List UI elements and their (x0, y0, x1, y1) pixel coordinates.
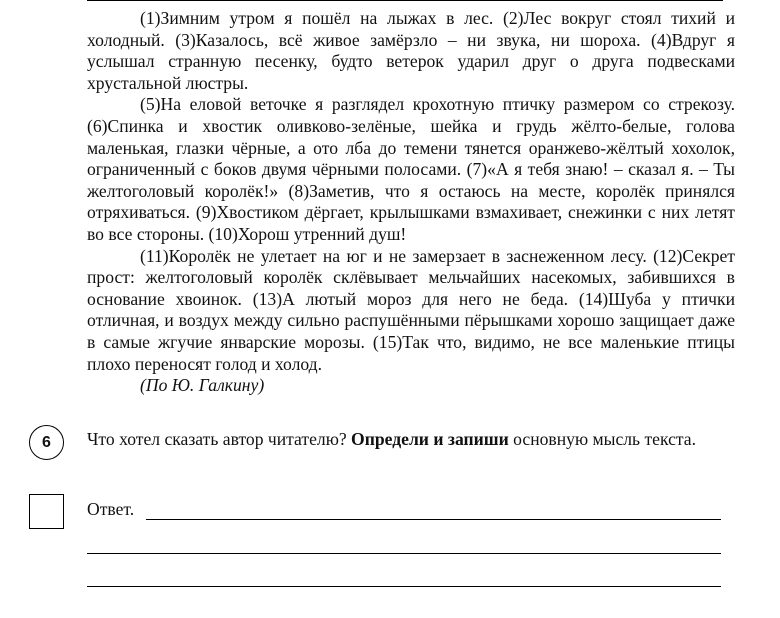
task-question (87, 428, 729, 450)
reading-text (87, 8, 735, 397)
question-start: Что хотел сказать автор читателю? (87, 429, 352, 449)
answer-line-3[interactable] (87, 586, 721, 587)
answer-score-box[interactable] (29, 494, 64, 529)
paragraph-1: (1)Зимним утром я пошёл на лыжах в лес. (2)Лес вокруг стоял тихий и холодный. (3)Казалось, всё живое замёрзло – ни звука, ни шороха. (4)Вдруг я услышал странную песенку, будто ветерок ударил друг о друга подвесками хрустальной люстры. (87, 8, 735, 93)
task-number-circle (29, 425, 64, 460)
question-bold: Определи и запиши (351, 429, 509, 449)
answer-line-1[interactable] (146, 519, 721, 520)
task-number: 6 (42, 433, 51, 451)
answer-line-2[interactable] (87, 553, 721, 554)
paragraph-2: (5)На еловой веточке я разглядел крохотную птичку размером со стрекозу. (6)Спинка и хвостик оливково-зелёные, шейка и грудь жёлто-белые, голова маленькая, глазки чёрные, а ото лба до темени тянется оранжево-жёлтый хохолок, ограниченный с боков двумя чёрными полосами. (7)«А я тебя знаю! – сказал я. – Ты желтоголовый королёк!» (8)Заметив, что я остаюсь на месте, королёк принялся отряхиваться. (9)Хвостиком дёргает, крылышками взмахивает, снежинки с них летят во все стороны. (10)Хорош утренний душ! (87, 94, 735, 244)
question-end: основную мысль текста. (508, 429, 696, 449)
attribution: (По Ю. Галкину) (140, 375, 265, 396)
answer-label: Ответ. (87, 499, 135, 519)
top-rule (87, 0, 723, 1)
paragraph-3: (11)Королёк не улетает на юг и не замерзает в заснеженном лесу. (12)Секрет прост: желтоголовый королёк склёвывает мельчайших насекомых, забившихся в основание хвоинок. (13)А лютый мороз для него не беда. (14)Шуба у птички отличная, и воздух между сильно распушёнными пёрышками хорошо защищает даже в самые жгучие январские морозы. (15)Так что, видимо, не все маленькие птицы плохо переносят голод и холод. (87, 245, 735, 374)
